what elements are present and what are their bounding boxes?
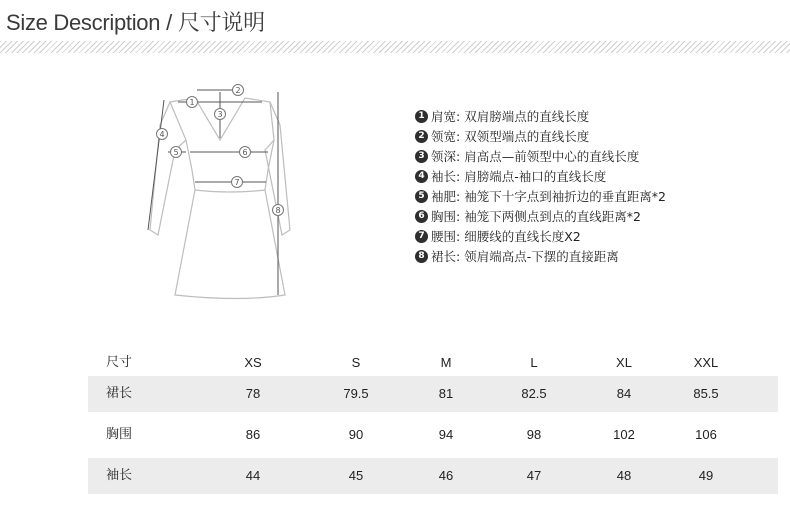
header-cell-m: M [440,355,452,370]
legend-item [415,166,666,186]
legend-desc: 双领型端点的直线长度 [464,129,590,144]
table-cell: 48 [616,468,632,483]
legend-item [415,146,666,166]
table-row [88,376,778,412]
dress-diagram [140,80,300,305]
legend-label: 领深: [431,149,461,164]
marker-3-label: 3 [217,110,223,119]
legend-desc: 袖笼下十字点到袖折边的垂直距离*2 [464,189,666,204]
legend-desc: 领肩端高点-下摆的直接距离 [464,249,619,264]
hatched-divider [0,41,790,53]
table-cell: 78 [245,386,261,401]
legend-item [415,206,666,226]
legend-label: 领宽: [431,129,461,144]
table-cell: 94 [438,427,454,442]
table-cell: 49 [698,468,714,483]
table-cell: 98 [526,427,542,442]
legend-item [415,126,666,146]
table-cell: 47 [526,468,542,483]
table-cell: 44 [245,468,261,483]
marker-7-label: 7 [234,178,240,187]
table-cell: 79.5 [343,386,369,401]
table-cell: 86 [245,427,261,442]
table-cell: 81 [438,386,454,401]
legend-label: 袖长: [431,169,461,184]
table-cell: 45 [348,468,364,483]
legend-label: 腰围: [431,229,461,244]
table-row [88,458,778,494]
badge-4: 4 [415,170,428,183]
header-cell-size: 尺寸 [106,355,133,370]
header-cell-xl: XL [616,355,632,370]
legend-item [415,226,666,246]
row-label: 裙长 [106,386,133,401]
row-label: 胸围 [106,427,133,442]
badge-7: 7 [415,230,428,243]
header-cell-l: L [530,355,538,370]
marker-4-label: 4 [159,130,165,139]
badge-8: 8 [415,250,428,263]
marker-1-label: 1 [189,98,195,107]
row-label: 袖长 [106,468,133,483]
legend-desc: 肩高点—前领型中心的直线长度 [464,149,640,164]
badge-3: 3 [415,150,428,163]
legend-desc: 袖笼下两侧点到点的直线距离*2 [464,209,641,224]
measurement-legend [415,106,666,266]
marker-5-label: 5 [173,148,179,157]
marker-8-label: 8 [275,206,281,215]
legend-item [415,186,666,206]
legend-desc: 双肩膀端点的直线长度 [464,109,590,124]
page-title [6,6,265,37]
header-cell-s: S [351,355,361,370]
badge-1: 1 [415,110,428,123]
marker-2-label: 2 [235,86,241,95]
legend-item [415,106,666,126]
table-cell: 106 [695,427,717,442]
table-cell: 102 [613,427,635,442]
legend-item [415,246,666,266]
legend-label: 胸围: [431,209,461,224]
badge-2: 2 [415,130,428,143]
legend-desc: 细腰线的直线长度X2 [464,229,581,244]
table-cell: 85.5 [693,386,719,401]
title-separator: / [166,10,172,35]
header-cell-xxl: XXL [693,355,719,370]
table-cell: 84 [616,386,632,401]
table-cell: 46 [438,468,454,483]
legend-label: 裙长: [431,249,461,264]
dress-sketch [140,80,300,305]
title-english: Size Description [6,10,161,35]
legend-label: 袖肥: [431,189,461,204]
legend-desc: 肩膀端点-袖口的直线长度 [464,169,607,184]
table-row [88,417,778,453]
title-chinese: 尺寸说明 [177,10,265,35]
badge-6: 6 [415,210,428,223]
marker-6-label: 6 [242,148,248,157]
table-cell: 90 [348,427,364,442]
legend-label: 肩宽: [431,109,461,124]
badge-5: 5 [415,190,428,203]
header-cell-xs: XS [244,355,262,370]
table-cell: 82.5 [521,386,547,401]
